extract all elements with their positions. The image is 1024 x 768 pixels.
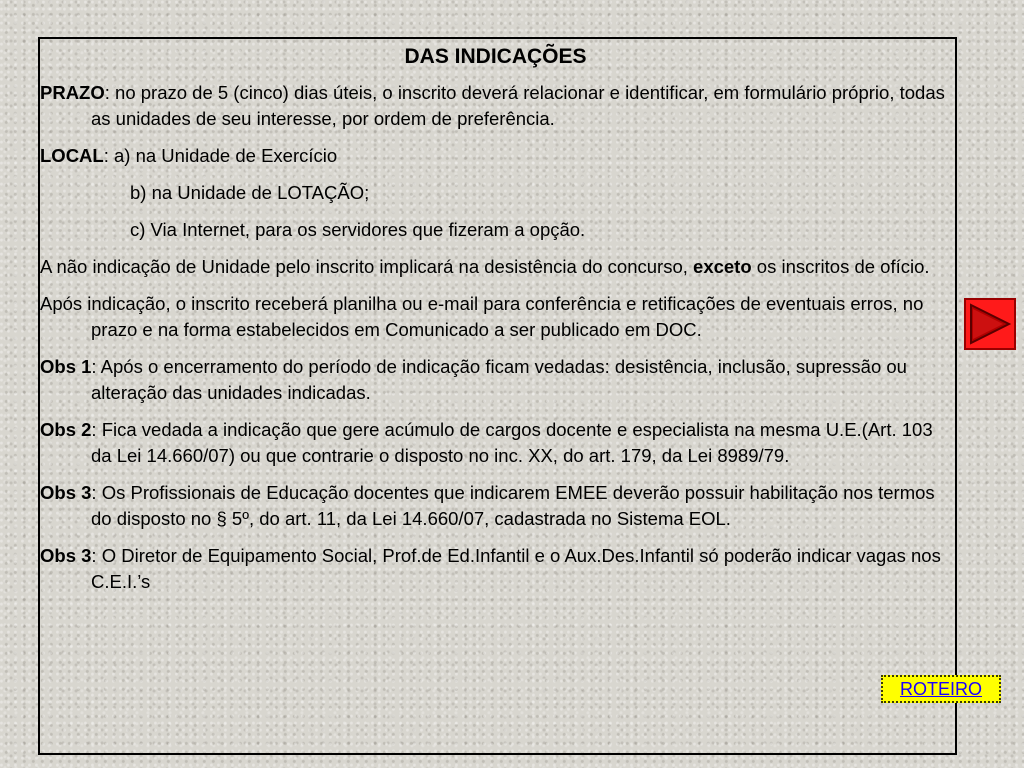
obs2-label: Obs 2 bbox=[40, 419, 92, 440]
exceto-text: exceto bbox=[693, 256, 752, 277]
local-option-a: : a) na Unidade de Exercício bbox=[103, 145, 338, 166]
obs1-text: : Após o encerramento do período de indicação ficam vedadas: desistência, inclusão, supressão ou alteração das unidades indicadas. bbox=[91, 356, 907, 403]
next-slide-button[interactable] bbox=[964, 298, 1016, 350]
apos-indicacao-paragraph: Após indicação, o inscrito receberá planilha ou e-mail para conferência e retificações de eventuais erros, no prazo e na forma estabelecidos em Comunicado a ser publicado em DOC. bbox=[40, 293, 924, 340]
local-option-c: c) Via Internet, para os servidores que fizeram a opção. bbox=[130, 219, 586, 240]
local-label: LOCAL bbox=[40, 145, 104, 166]
local-paragraph bbox=[40, 143, 951, 169]
prazo-text: : no prazo de 5 (cinco) dias úteis, o inscrito deverá relacionar e identificar, em formulário próprio, todas as unidades de seu interesse, por ordem de preferência. bbox=[91, 82, 945, 129]
obs2-text: : Fica vedada a indicação que gere acúmulo de cargos docente e especialista na mesma U.E.(Art. 103 da Lei 14.660/07) ou que contrarie o disposto no inc. XX, do art. 179, da Lei 8989/79. bbox=[91, 419, 933, 466]
play-arrow-icon bbox=[967, 301, 1013, 347]
nao-indicacao-paragraph bbox=[40, 254, 951, 280]
roteiro-link[interactable]: ROTEIRO bbox=[881, 675, 1001, 703]
obs3-text: : Os Profissionais de Educação docentes que indicarem EMEE deverão possuir habilitação nos termos do disposto no § 5º, do art. 11, da Lei 14.660/07, cadastrada no Sistema EOL. bbox=[91, 482, 935, 529]
local-option-b: b) na Unidade de LOTAÇÃO; bbox=[130, 182, 370, 203]
prazo-paragraph bbox=[40, 80, 951, 132]
nao-indicacao-rest: os inscritos de ofício. bbox=[751, 256, 930, 277]
obs3b-paragraph bbox=[40, 543, 951, 595]
obs3b-text: : O Diretor de Equipamento Social, Prof.de Ed.Infantil e o Aux.Des.Infantil só poderão indicar vagas nos C.E.I.’s bbox=[91, 545, 941, 592]
obs3-label: Obs 3 bbox=[40, 482, 92, 503]
content-box bbox=[38, 37, 957, 755]
page-title: DAS INDICAÇÕES bbox=[404, 45, 587, 68]
obs3b-label: Obs 3 bbox=[40, 545, 92, 566]
obs3-paragraph bbox=[40, 480, 951, 532]
obs1-paragraph bbox=[40, 354, 951, 406]
obs2-paragraph bbox=[40, 417, 951, 469]
obs1-label: Obs 1 bbox=[40, 356, 92, 377]
nao-indicacao-text: A não indicação de Unidade pelo inscrito implicará na desistência do concurso, bbox=[40, 256, 694, 277]
prazo-label: PRAZO bbox=[40, 82, 105, 103]
